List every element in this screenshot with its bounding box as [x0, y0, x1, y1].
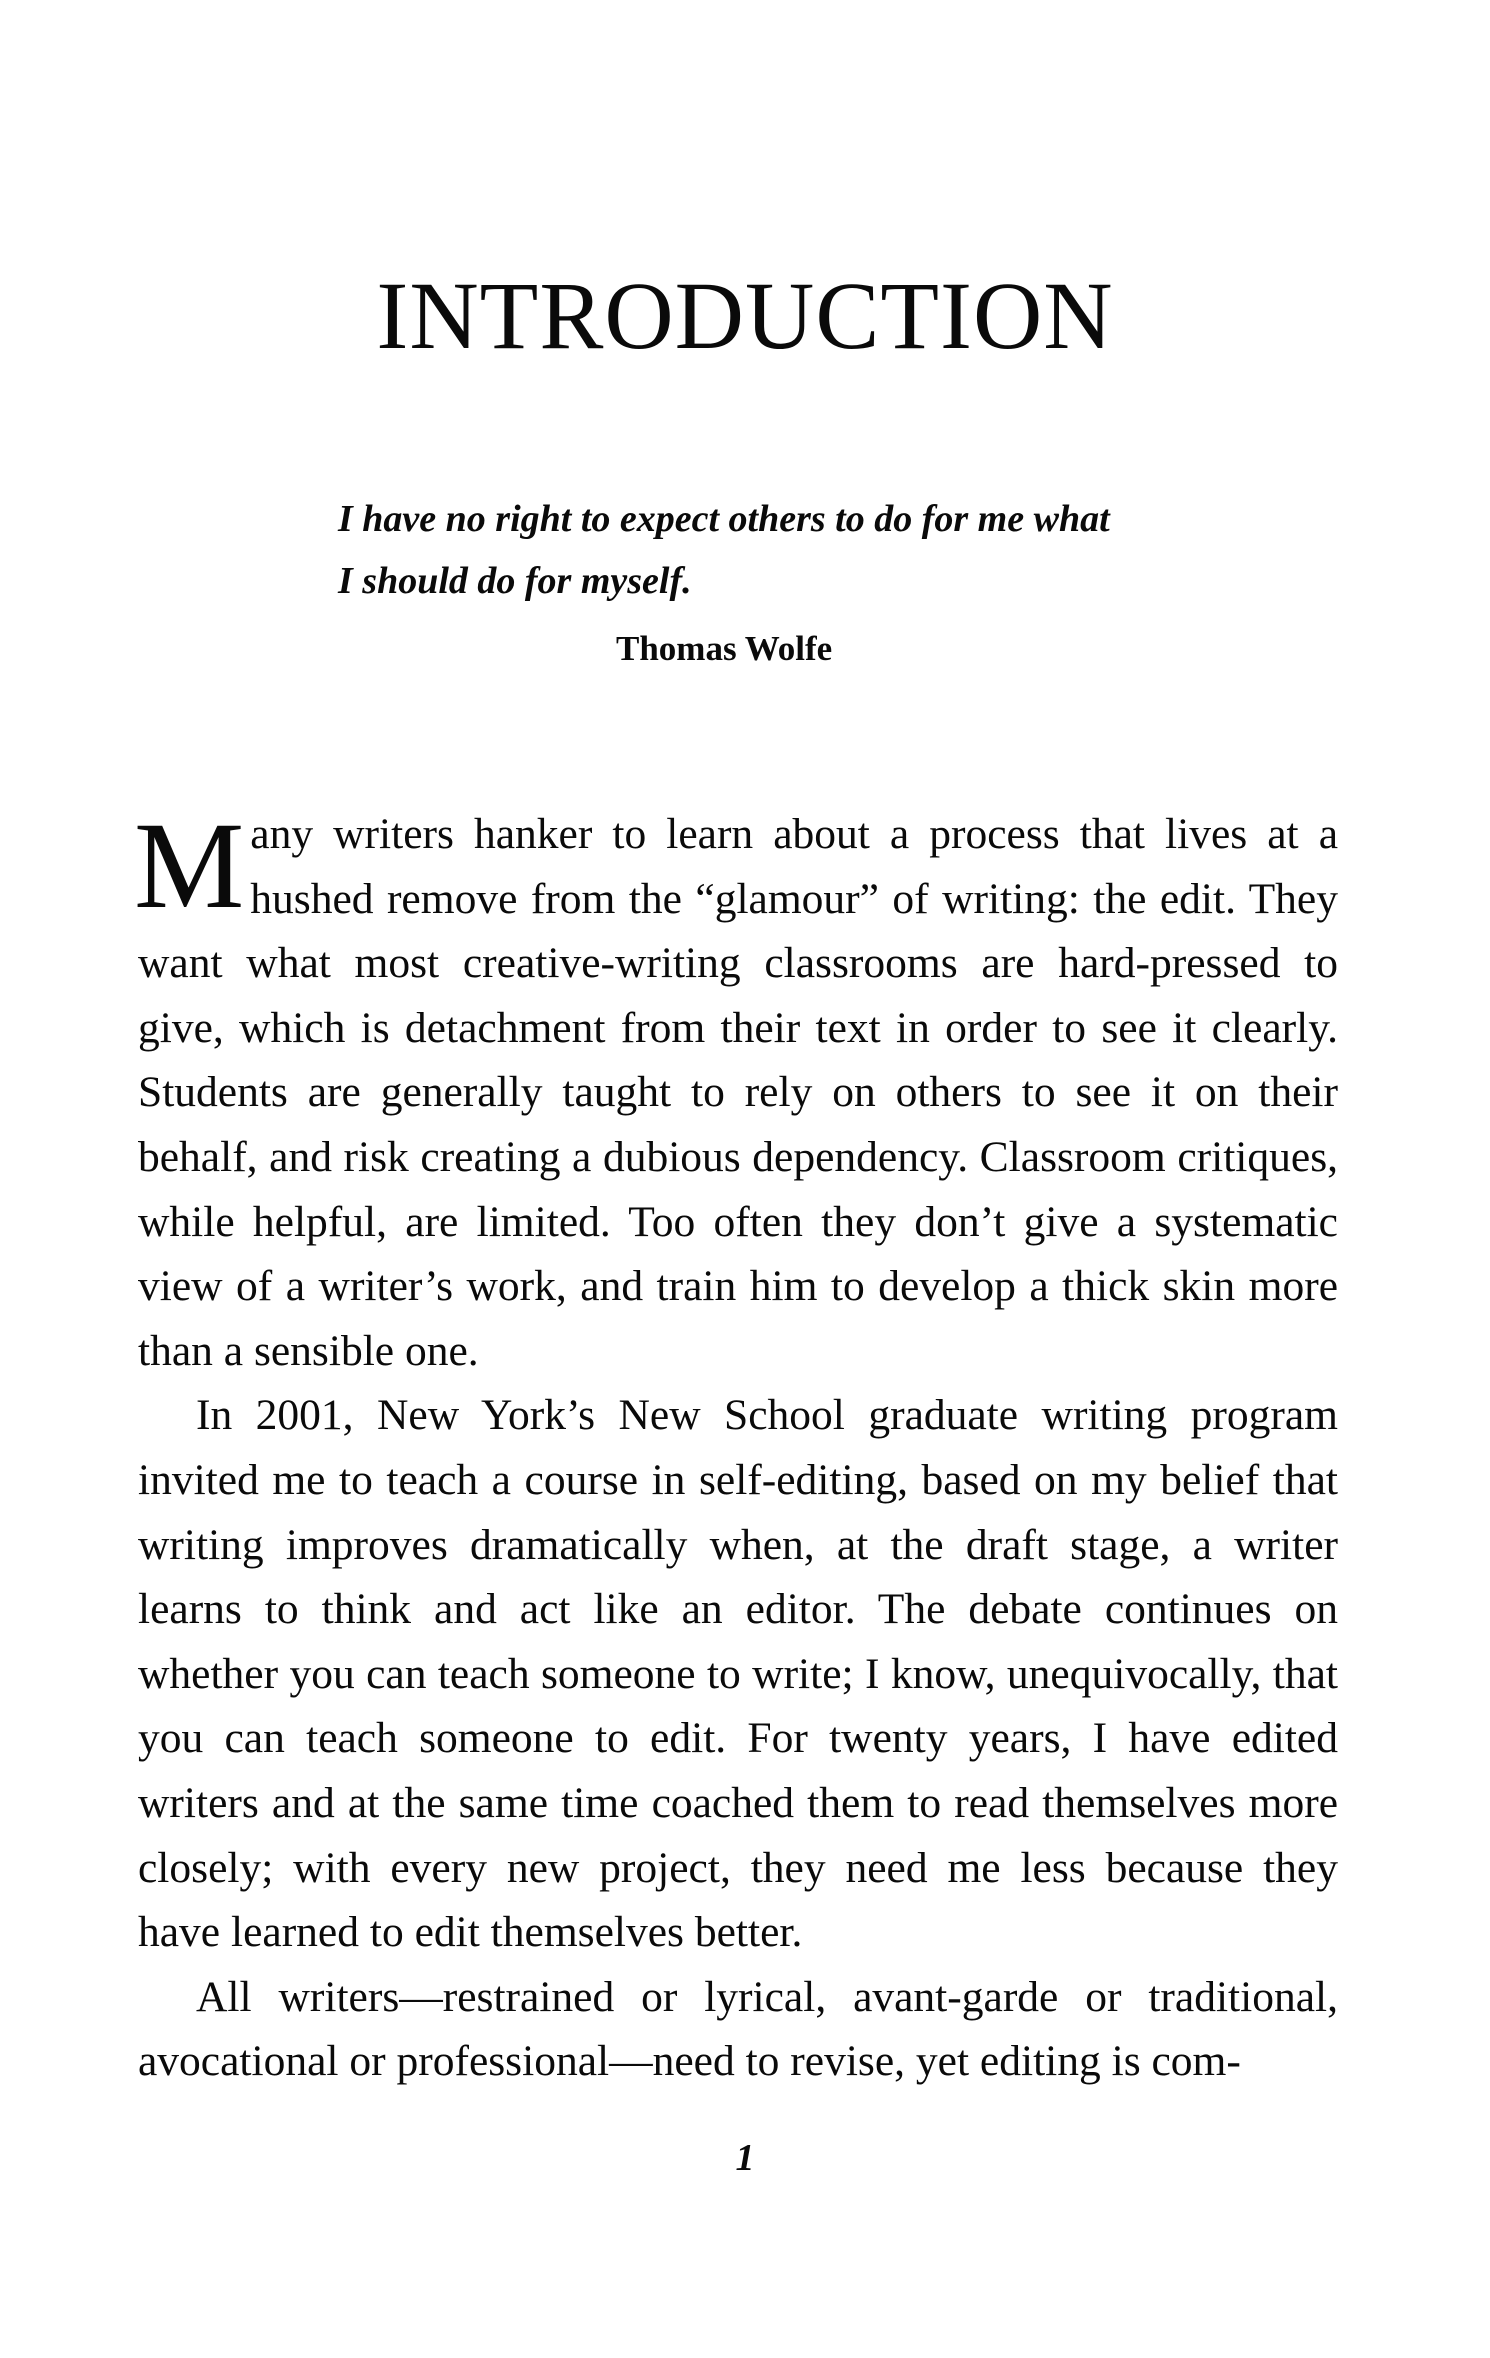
epigraph-quote-line-2: I should do for myself.	[338, 560, 692, 602]
page-number: 1	[735, 2137, 755, 2179]
paragraph-3: All writers—restrained or lyrical, avant-garde or traditional, avocational or professional—need to revise, yet editing is com-	[138, 1972, 1338, 2086]
paragraph-1	[134, 797, 1338, 1383]
epigraph-quote-line-1: I have no right to expect others to do for me what	[338, 498, 1110, 540]
body-text	[134, 797, 1338, 2094]
chapter-title: INTRODUCTION	[376, 262, 1114, 369]
paragraph-2: In 2001, New York’s New School graduate writing program invited me to teach a course in self-editing, based on my belief that writing improves dramatically when, at the draft stage, a writer learns to think and act like an editor. The debate continues on whether you can teach someone to write; I know, unequivocally, that you can teach someone to edit. For twenty years, I have edited writers and at the same time coached them to read themselves more closely; with every new project, they need me less because they have learned to edit themselves better.	[138, 1391, 1338, 1957]
epigraph	[338, 488, 1238, 680]
paragraph-1-text: any writers hanker to learn about a process that lives at a hushed remove from the “glamour” of writing: the edit. They want what most creative-writing classrooms are hard-pressed to give, which is detachment from their text in order to see it clearly. Students are generally taught to rely on others to see it on their behalf, and risk creating a dubious dependency. Classroom critiques, while helpful, are limited. Too often they don’t give a systematic view of a writer’s work, and train him to develop a thick skin more than a sensible one.	[138, 810, 1338, 1375]
drop-cap: M	[134, 797, 245, 934]
epigraph-author: Thomas Wolfe	[616, 629, 833, 668]
